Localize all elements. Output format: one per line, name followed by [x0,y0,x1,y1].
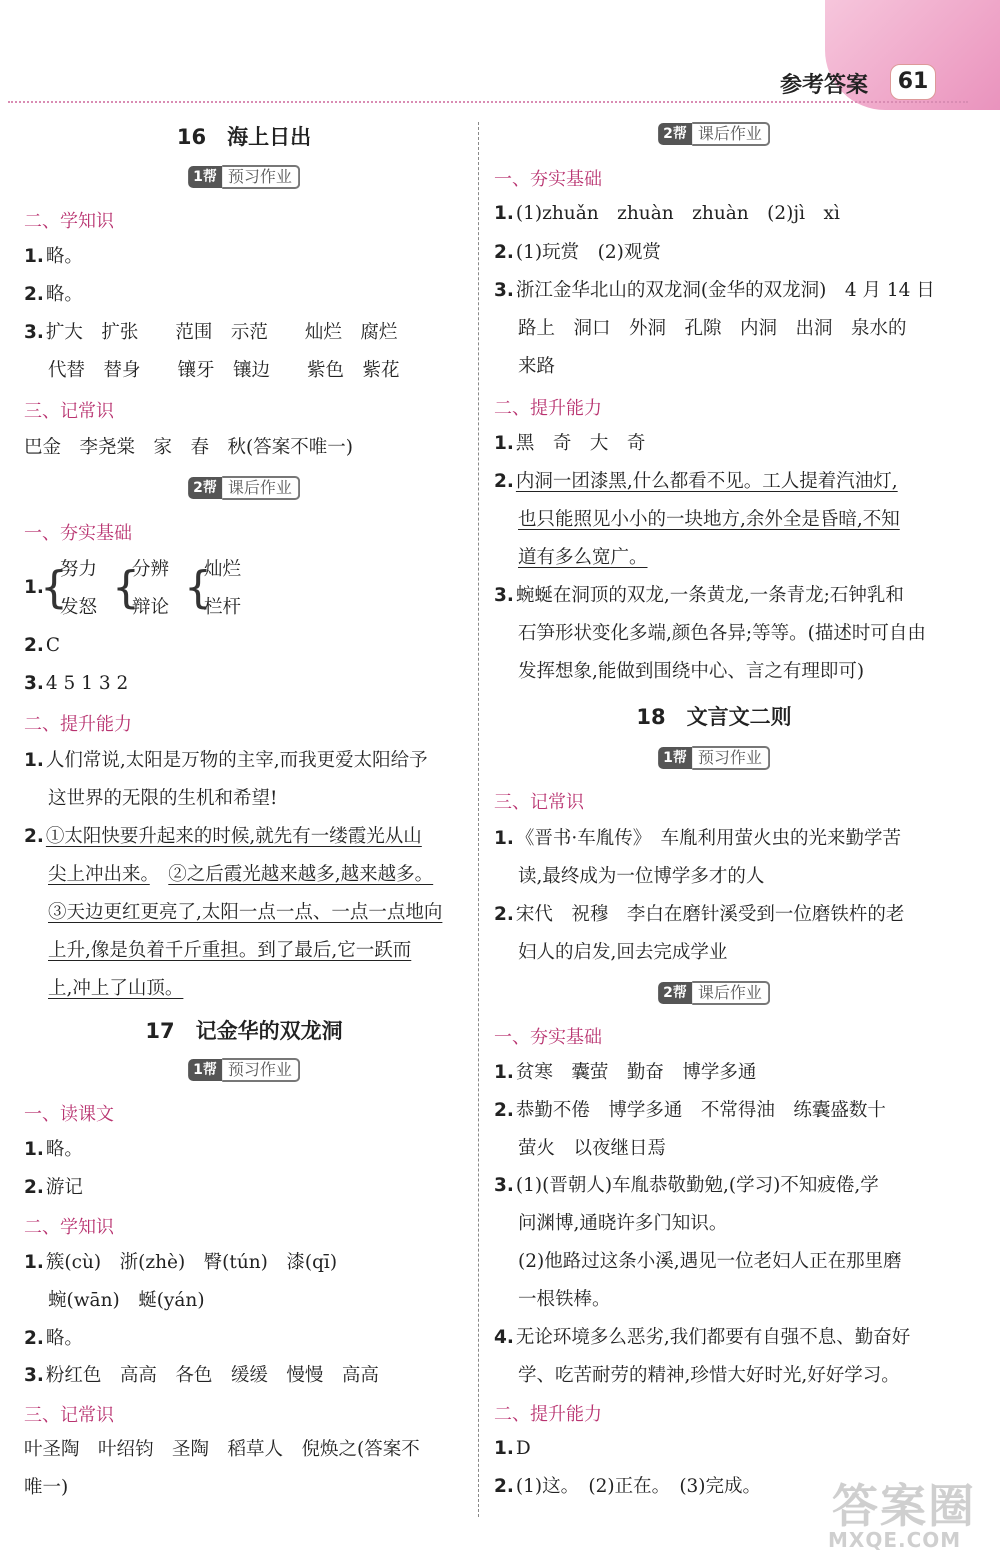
answer-line: 1. [24,577,44,598]
section-heading: 三、记常识 [494,792,584,813]
section-heading: 二、提升能力 [24,714,132,735]
lesson-17-title: 17 记金华的双龙洞 [145,1019,343,1043]
answer-line: 2. (1)玩赏 (2)观赏 [494,242,661,263]
section-heading: 三、记常识 [24,401,114,422]
answer-line: 2. 略。 [24,1328,83,1349]
answer-line: 巴金 李尧棠 家 春 秋(答案不唯一) [24,437,353,458]
lesson-16-preview-badge [188,165,300,189]
section-heading: 二、提升能力 [494,398,602,419]
answer-line: 上升,像是负着千斤重担。到了最后,它一跃而 [48,940,412,961]
answer-line: 妇人的启发,回去完成学业 [518,942,728,963]
answer-line: 一根铁棒。 [518,1289,611,1310]
answer-line: 3. 蜿蜒在洞顶的双龙,一条黄龙,一条青龙;石钟乳和 [494,585,904,606]
answer-line: 发挥想象,能做到围绕中心、言之有理即可) [518,661,865,682]
badge-tag: 2帮 [658,982,692,1004]
answer-line: 萤火 以夜继日焉 [518,1138,667,1159]
answer-line: 1. 人们常说,太阳是万物的主宰,而我更爱太阳给予 [24,750,428,771]
badge-label: 课后作业 [692,122,770,146]
watermark-text: 答案圈 [832,1479,976,1533]
header-title: 参考答案 [780,73,869,98]
answer-line: 2. 恭勤不倦 博学多通 不常得油 练囊盛数十 [494,1100,886,1121]
answer-line: 2. 略。 [24,284,83,305]
answer-line: 1. 黑 奇 大 奇 [494,433,646,454]
answer-line: 1. (1)zhuǎn zhuàn zhuàn (2)jì xì [494,203,840,224]
answer-line: 道有多么宽广。 [518,547,648,568]
brace-icon: { [40,562,68,613]
word-pair: 辩论 [132,597,170,618]
word-pair: 分辨 [132,559,170,580]
answer-line: 4. 无论环境多么恶劣,我们都要有自强不息、勤奋好 [494,1327,911,1348]
lesson-18-preview-badge [658,746,770,770]
answer-line: 1. 簇(cù) 浙(zhè) 臀(tún) 漆(qī) [24,1252,338,1273]
badge-tag: 2帮 [188,477,222,499]
brace-icon: { [184,562,212,613]
section-heading: 三、记常识 [24,1405,114,1426]
answer-line: 3. 扩大 扩张 范围 示范 灿烂 腐烂 [24,322,398,343]
badge-tag: 1帮 [188,1059,222,1081]
answer-line: 3. 4 5 1 3 2 [24,673,129,694]
badge-label: 课后作业 [692,981,770,1005]
word-pair: 努力 [60,559,98,580]
answer-line: 2. ①太阳快要升起来的时候,就先有一缕霞光从山 [24,826,422,847]
answer-line: 2. (1)这。 (2)正在。 (3)完成。 [494,1476,762,1497]
answer-line: 2. C [24,635,61,656]
section-heading: 一、夯实基础 [494,1027,602,1048]
lesson-18-title: 18 文言文二则 [636,705,792,729]
badge-label: 预习作业 [222,1058,300,1082]
lesson-18-homework-badge [658,981,770,1005]
answer-line: 读,最终成为一位博学多才的人 [518,866,765,887]
watermark-logo [828,1470,988,1556]
answer-line: 1. D [494,1438,531,1459]
lesson-17-preview-badge [188,1058,300,1082]
badge-tag: 1帮 [658,747,692,769]
word-pair: 栏杆 [204,597,242,618]
section-heading: 一、夯实基础 [494,169,602,190]
section-heading: 一、读课文 [24,1104,114,1125]
column-divider [478,122,479,1517]
answer-line: 尖上冲出来。 ②之后霞光越来越多,越来越多。 [48,864,434,885]
answer-line: 上,冲上了山顶。 [48,978,184,999]
badge-label: 预习作业 [692,746,770,770]
section-heading: 二、学知识 [24,1217,114,1238]
answer-line: 来路 [518,356,556,377]
word-pair: 发怒 [60,597,98,618]
lesson-16-homework-badge [188,476,300,500]
section-heading: 一、夯实基础 [24,523,132,544]
brace-icon: { [112,562,140,613]
badge-tag: 2帮 [658,123,692,145]
badge-tag: 1帮 [188,166,222,188]
watermark-url: MXQE.COM [828,1528,962,1552]
badge-label: 课后作业 [222,476,300,500]
answer-line: 唯一) [24,1477,69,1498]
answer-line: (2)他路过这条小溪,遇见一位老妇人正在那里磨 [518,1251,902,1272]
lesson-17-homework-badge [658,122,770,146]
answer-line: 这世界的无限的生机和希望! [48,788,278,809]
answer-line: 1. 《晋书·车胤传》 车胤利用萤火虫的光来勤学苦 [494,828,902,849]
answer-line: 3. (1)(晋朝人)车胤恭敬勤勉,(学习)不知疲倦,学 [494,1175,879,1196]
badge-label: 预习作业 [222,165,300,189]
page-number: 61 [890,64,936,100]
section-heading: 二、提升能力 [494,1404,602,1425]
answer-line: 叶圣陶 叶绍钧 圣陶 稻草人 倪焕之(答案不 [24,1439,420,1460]
answer-line: 3. 粉红色 高高 各色 缓缓 慢慢 高高 [24,1365,379,1386]
answer-line: 2. 宋代 祝穆 李白在磨针溪受到一位磨铁杵的老 [494,904,905,925]
answer-line: 也只能照见小小的一块地方,余外全是昏暗,不知 [518,509,900,530]
answer-line: ③天边更红更亮了,太阳一点一点、一点一点地向 [48,902,443,923]
answer-line: 蜿(wān) 蜒(yán) [48,1290,205,1311]
answer-line: 路上 洞口 外洞 孔隙 内洞 出洞 泉水的 [518,318,907,339]
answer-line: 学、吃苦耐劳的精神,珍惜大好时光,好好学习。 [518,1365,900,1386]
answer-line: 1. 略。 [24,246,83,267]
answer-line: 问渊博,通晓许多门知识。 [518,1213,728,1234]
answer-line: 1. 略。 [24,1139,83,1160]
answer-line: 3. 浙江金华北山的双龙洞(金华的双龙洞) 4 月 14 日 [494,280,935,301]
lesson-16-title: 16 海上日出 [176,125,312,149]
answer-line: 2. 内洞一团漆黑,什么都看不见。工人提着汽油灯, [494,471,898,492]
word-pair: 灿烂 [204,559,242,580]
answer-line: 1. 贫寒 囊萤 勤奋 博学多通 [494,1062,757,1083]
answer-line: 代替 替身 镶牙 镶边 紫色 紫花 [48,360,400,381]
header-rule [8,101,968,103]
answer-line: 石笋形状变化多端,颜色各异;等等。(描述时可自由 [518,623,926,644]
section-heading: 二、学知识 [24,211,114,232]
answer-line: 2. 游记 [24,1177,83,1198]
